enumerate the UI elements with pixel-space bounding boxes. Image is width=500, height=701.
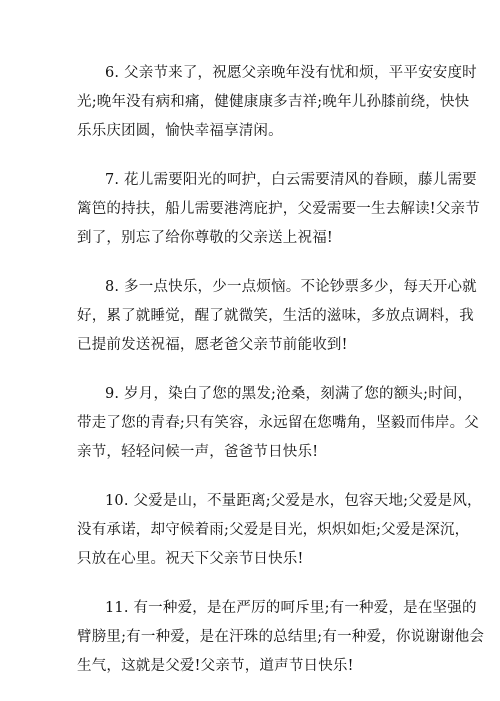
paragraph-line: 到了，别忘了给你尊敬的父亲送上祝福! xyxy=(77,230,333,246)
paragraph-line: 7. 花儿需要阳光的呵护，白云需要清风的眷顾，藤儿需要 xyxy=(105,172,477,188)
paragraph-line: 乐乐庆团圆，愉快幸福享清闲。 xyxy=(77,123,283,139)
paragraph-line: 好，累了就睡觉，醒了就微笑，生活的滋味，多放点调料，我 xyxy=(77,308,474,324)
paragraph-10 xyxy=(77,487,482,574)
paragraph-line: 9. 岁月，染白了您的黑发;沧桑，刻满了您的额头;时间， xyxy=(105,386,473,402)
paragraph-8 xyxy=(77,273,477,360)
paragraph-line: 11. 有一种爱，是在严厉的呵斥里;有一种爱，是在坚强的 xyxy=(105,600,477,616)
paragraph-line: 10. 父爱是山，不量距离;父爱是水，包容天地;父爱是风， xyxy=(105,493,482,509)
paragraph-line: 已提前发送祝福，愿老爸父亲节前能收到! xyxy=(77,337,348,353)
paragraph-line: 8. 多一点快乐，少一点烦恼。不论钞票多少，每天开心就 xyxy=(105,279,477,295)
paragraph-9 xyxy=(77,380,479,467)
paragraph-line: 臂膀里;有一种爱，是在汗珠的总结里;有一种爱，你说谢谢他会 xyxy=(77,629,485,645)
paragraph-line: 亲节，轻轻问候一声，爸爸节日快乐! xyxy=(77,444,319,460)
paragraph-7 xyxy=(77,166,480,253)
paragraph-line: 带走了您的青春;只有笑容，永远留在您嘴角，坚毅而伟岸。父 xyxy=(77,415,479,431)
paragraph-line: 只放在心里。祝天下父亲节日快乐! xyxy=(77,551,304,567)
paragraph-line: 篱笆的持扶，船儿需要港湾庇护，父爱需要一生去解读!父亲节 xyxy=(77,201,480,217)
paragraph-11 xyxy=(77,594,485,681)
paragraph-line: 光;晚年没有病和痛，健健康康多吉祥;晚年儿孙膝前绕，快快 xyxy=(77,94,470,110)
paragraph-line: 生气，这就是父爱!父亲节，道声节日快乐! xyxy=(77,658,354,674)
paragraph-line: 没有承诺，却守候着雨;父爱是目光，炽炽如炬;父爱是深沉， xyxy=(77,522,470,538)
paragraph-6 xyxy=(77,59,477,146)
paragraph-line: 6. 父亲节来了，祝愿父亲晚年没有忧和烦，平平安安度时 xyxy=(105,65,477,81)
document-body xyxy=(77,59,485,701)
